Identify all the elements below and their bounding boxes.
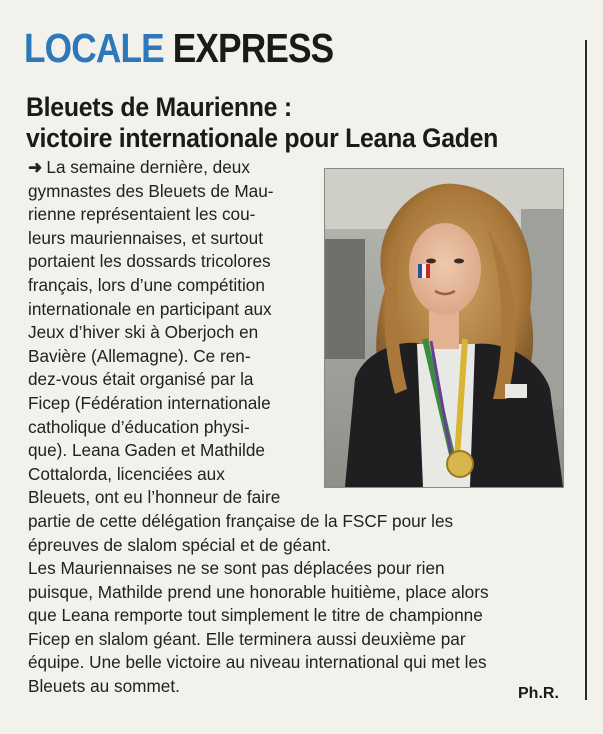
full-width-column (28, 510, 584, 699)
body-line: épreuves de slalom spécial et de géant. (28, 534, 331, 555)
body-line: Cottalorda, licenciées aux (28, 463, 225, 484)
body-line: partie de cette délégation française de la FSCF pour les (28, 510, 454, 531)
body-line: français, lors d’une compétition (28, 274, 265, 295)
body-line: que Leana remporte tout simplement le titre de championne (28, 605, 483, 626)
body-line: Bleuets, ont eu l’honneur de faire (28, 487, 281, 508)
article-body (28, 156, 578, 699)
body-line: gymnastes des Bleuets de Mau- (28, 180, 274, 201)
body-line: Ficep en slalom géant. Elle terminera aussi deuxième par (28, 628, 466, 649)
body-line: Les Mauriennaises ne se sont pas déplacées pour rien (28, 558, 445, 579)
body-line: Jeux d’hiver ski à Oberjoch en (28, 322, 259, 343)
headline-line-1: Bleuets de Maurienne : (26, 92, 292, 122)
body-line: ➜ La semaine dernière, deux (28, 157, 250, 177)
narrow-column (28, 156, 314, 510)
column-rule (585, 40, 587, 700)
body-line: Bleuets au sommet. (28, 676, 180, 697)
article-headline (26, 92, 541, 154)
body-line: Bavière (Allemagne). Ce ren- (28, 345, 251, 366)
body-line: internationale en participant aux (28, 298, 272, 319)
section-rubric (24, 24, 333, 72)
headline-line-2: victoire internationale pour Leana Gaden (26, 123, 499, 153)
body-line: que). Leana Gaden et Mathilde (28, 440, 265, 461)
body-line: leurs mauriennaises, et surtout (28, 227, 264, 248)
body-line: Ficep (Fédération internationale (28, 392, 271, 413)
body-line: dez-vous était organisé par la (28, 369, 254, 390)
body-line: puisque, Mathilde prend une honorable huitième, place alors (28, 581, 489, 602)
rubric-word-locale: LOCALE (24, 25, 164, 71)
body-line: rienne représentaient les cou- (28, 204, 256, 225)
rubric-word-express: EXPRESS (172, 25, 334, 71)
body-line: catholique d’éducation physi- (28, 416, 250, 437)
article-byline: Ph.R. (518, 685, 559, 702)
arrow-right-icon: ➜ (28, 157, 43, 177)
body-line: portaient les dossards tricolores (28, 251, 271, 272)
body-line: équipe. Une belle victoire au niveau international qui met les (28, 652, 487, 673)
